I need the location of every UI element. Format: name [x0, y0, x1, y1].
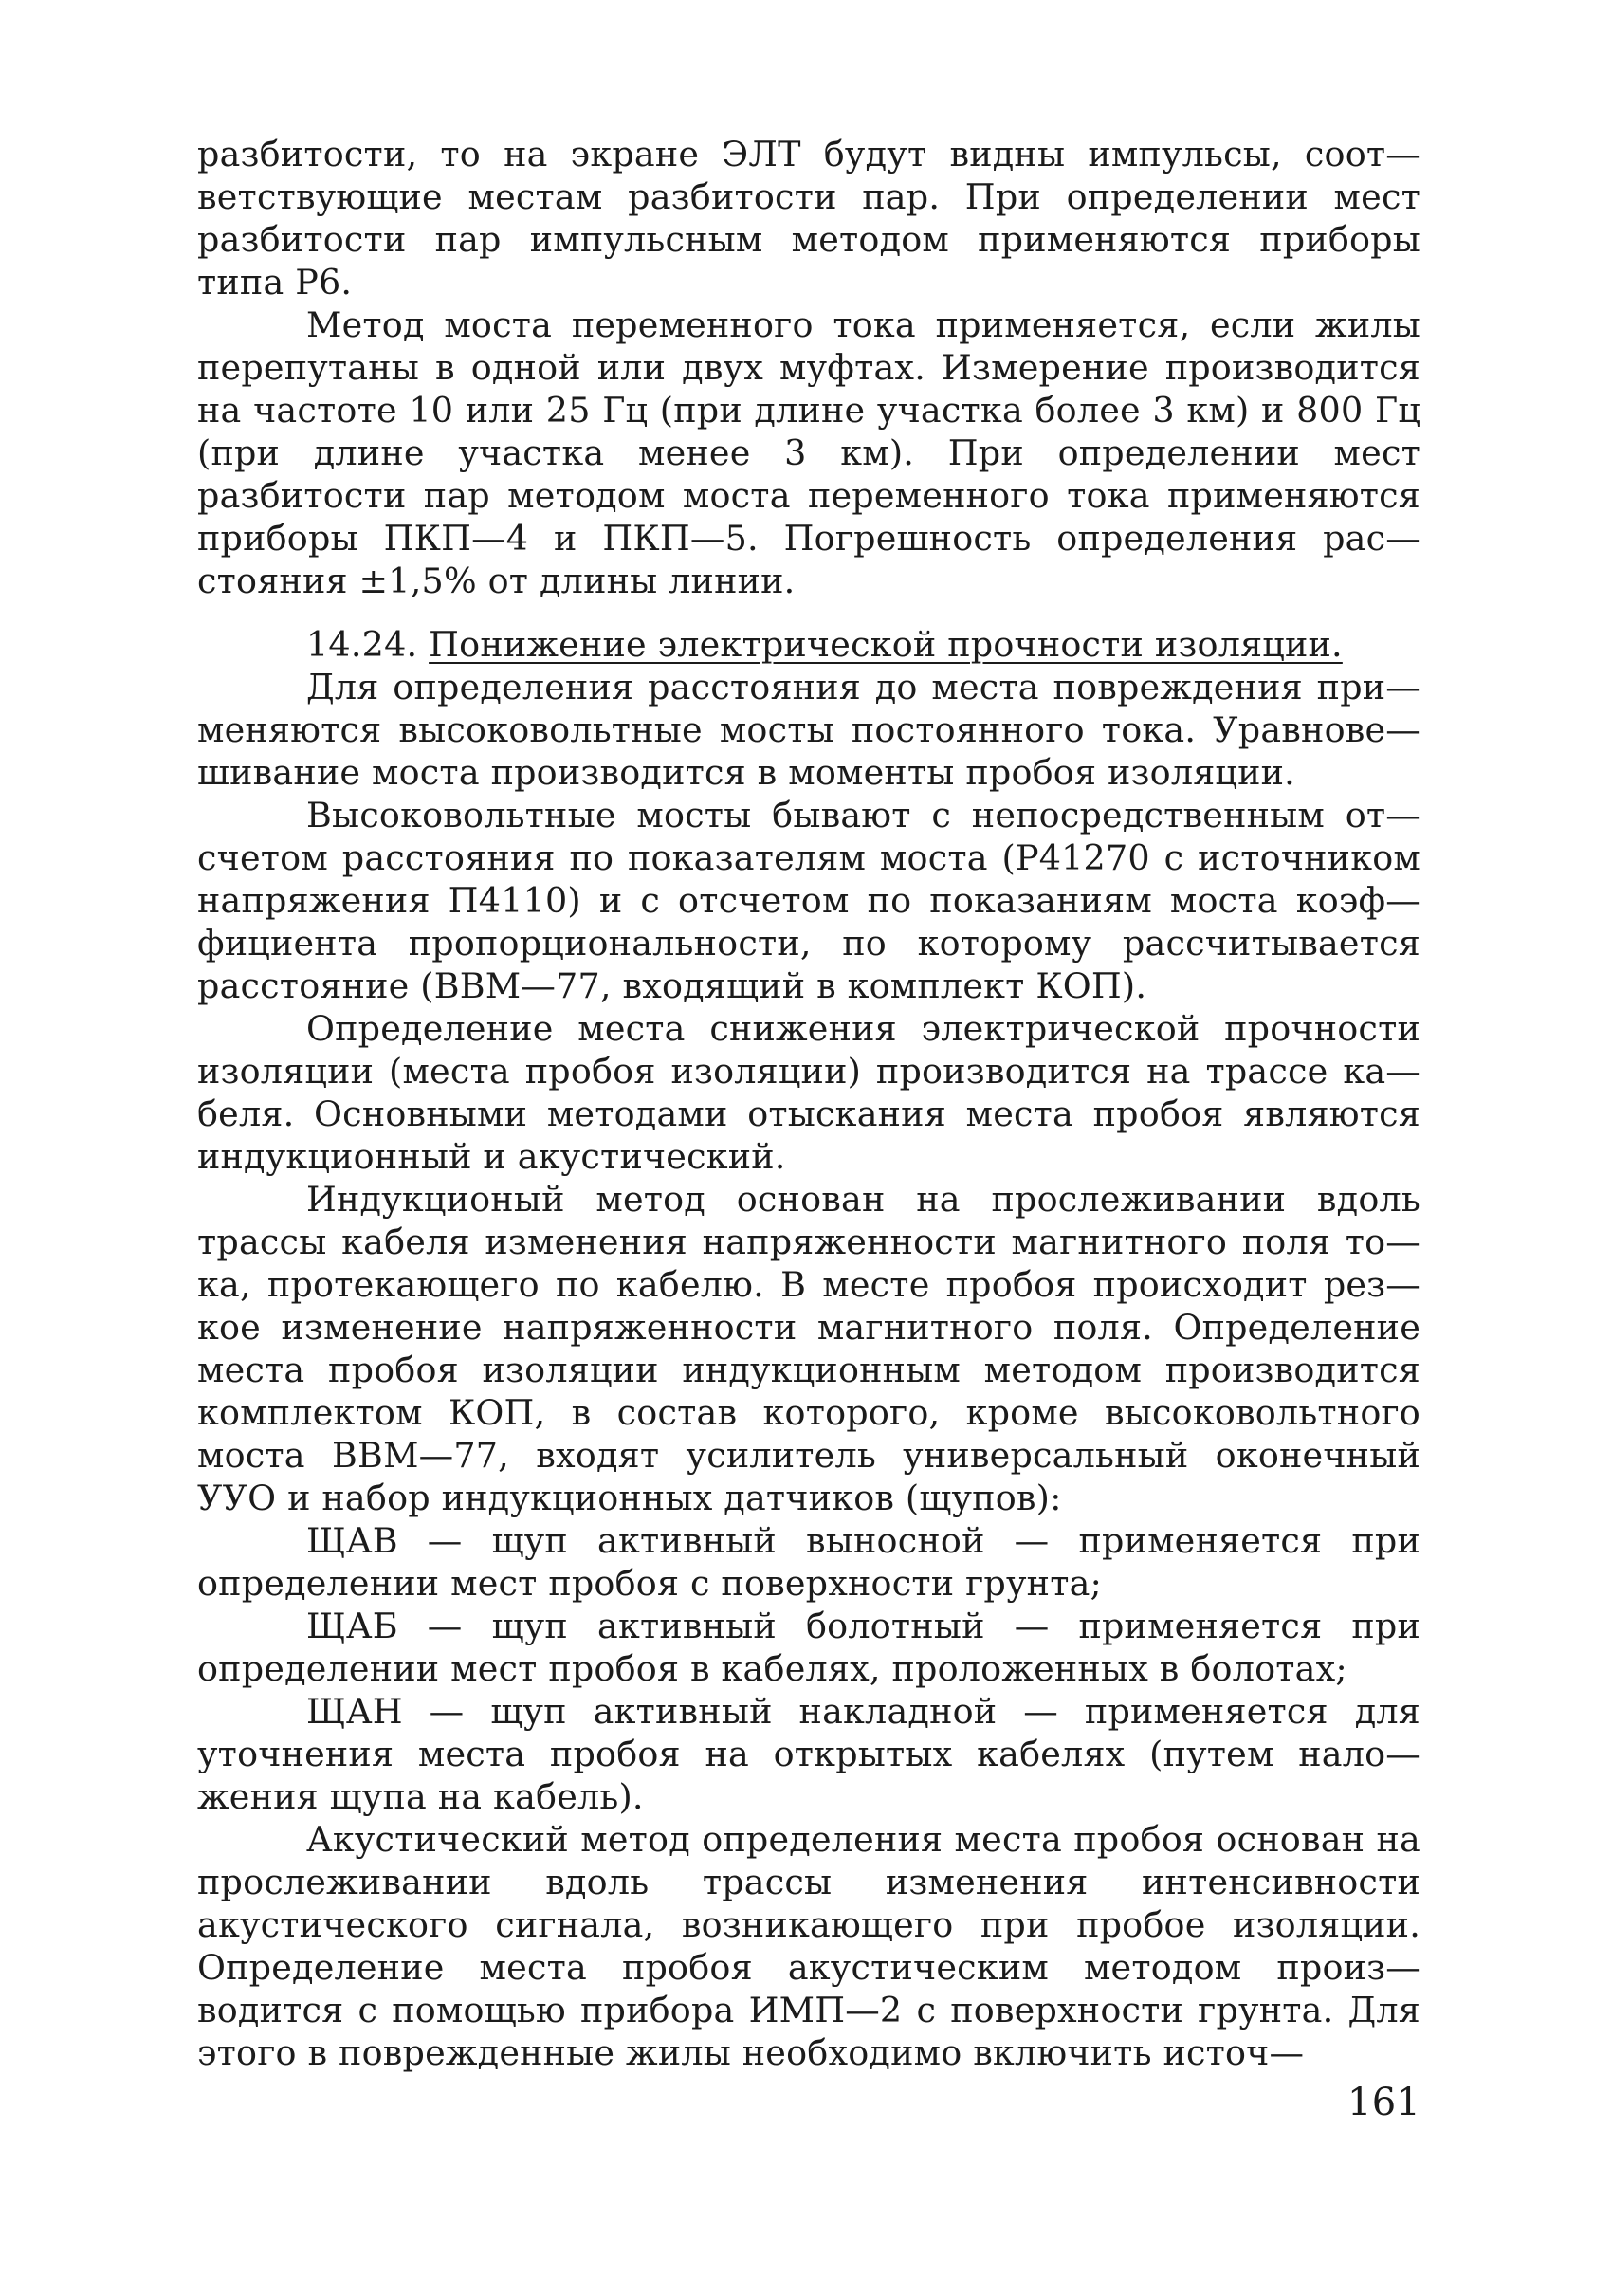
- section-gap: [197, 602, 1420, 623]
- paragraph-ac-bridge-method: Метод моста переменного тока применяется, если жилы перепутаны в одной или двух муфтах. Измерение производится на частоте 10 или 25 Гц (при длине участка более 3 км) и 800 Гц (при длине участка менее 3 км). При определении мест разбитости пар методом моста переменного тока применяются приборы ПКП—4 и ПКП—5. Погрешность определения рас—стояния ±1,5% от длины линии.: [197, 304, 1420, 601]
- paragraph-dc-bridges: Для определения расстояния до места повреждения при—меняются высоковольтные мосты постоянного тока. Уравнове—шивание моста производится в моменты пробоя изоляции.: [197, 667, 1420, 793]
- list-item-shchan: ЩАН — щуп активный накладной — применяется для уточнения места пробоя на открытых кабелях (путем нало—жения щупа на кабель).: [197, 1691, 1420, 1817]
- list-item-shchav: ЩАВ — щуп активный выносной — применяется при определении мест пробоя с поверхности грунта;: [197, 1520, 1420, 1604]
- paragraph-continuation: разбитости, то на экране ЭЛТ будут видны импульсы, соот—ветствующие местам разбитости пар. При определении мест разбитости пар импульсным методом применяются приборы типа Р6.: [197, 134, 1420, 303]
- paragraph-acoustic-method: Акустический метод определения места пробоя основан на прослеживании вдоль трассы изменения интенсивности акустического сигнала, возникающего при пробое изоляции. Определение места пробоя акустическим методом произ—водится с помощью прибора ИМП—2 с поверхности грунта. Для этого в поврежденные жилы необходимо включить источ—: [197, 1819, 1420, 2073]
- paragraph-breakdown-location: Определение места снижения электрической прочности изоляции (места пробоя изоляции) производится на трассе ка—беля. Основными методами отыскания места пробоя являются индукционный и акустический.: [197, 1008, 1420, 1177]
- page-body: [197, 133, 1420, 2257]
- section-number: 14.24.: [306, 624, 418, 665]
- section-title: Понижение электрической прочности изоляции.: [429, 624, 1343, 665]
- section-heading: [197, 623, 1420, 666]
- page-number: 161: [1347, 2081, 1420, 2124]
- paragraph-hv-bridges: Высоковольтные мосты бывают с непосредственным от—счетом расстояния по показателям моста (Р41270 с источником напряжения П4110) и с отсчетом по показаниям моста коэф—фициента пропорциональности, по которому рассчитывается расстояние (ВВМ—77, входящий в комплект КОП).: [197, 795, 1420, 1006]
- paragraph-induction-method: Индукционый метод основан на прослеживании вдоль трассы кабеля изменения напряженности магнитного поля то—ка, протекающего по кабелю. В месте пробоя происходит рез—кое изменение напряженности магнитного поля. Определение места пробоя изоляции индукционным методом производится комплектом КОП, в состав которого, кроме высоковольтного моста ВВМ—77, входят усилитель универсальный оконечный УУО и набор индукционных датчиков (щупов):: [197, 1179, 1420, 1518]
- list-item-shchab: ЩАБ — щуп активный болотный — применяется при определении мест пробоя в кабелях, проложенных в болотах;: [197, 1606, 1420, 1689]
